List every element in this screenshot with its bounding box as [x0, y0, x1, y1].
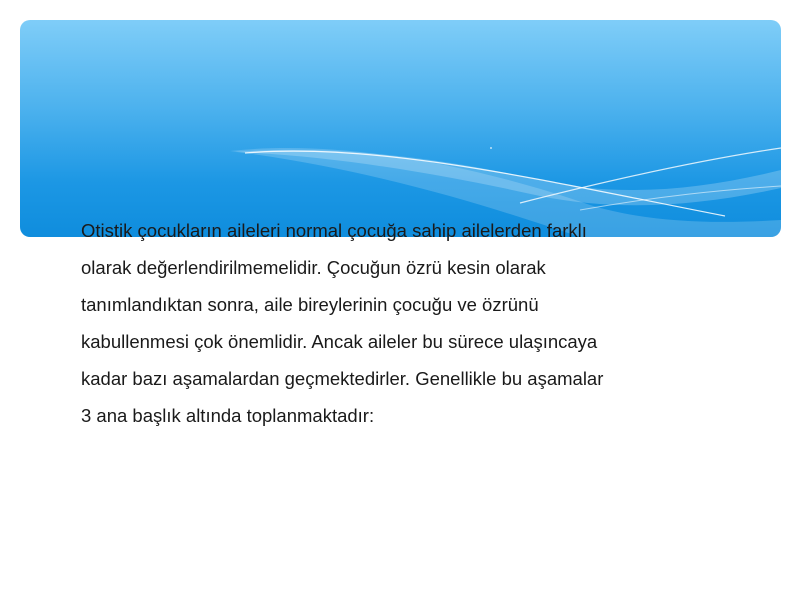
wave-decoration: [20, 20, 781, 237]
body-paragraph: Otistik çocukların aileleri normal çocuğa sahip ailelerden farklı olarak değerlendirilmemelidir. Çocuğun özrü kesin olarak tanımlandıktan sonra, aile bireylerinin çocuğu ve özrünü kabullenmesi çok önemlidir. Ancak aileler bu sürece ulaşıncaya kadar bazı aşamalardan geçmektedirler. Genellikle bu aşamalar 3 ana başlık altında toplanmaktadır:: [81, 220, 604, 426]
sparkle-dot: [490, 147, 492, 149]
header-banner: [20, 20, 781, 237]
